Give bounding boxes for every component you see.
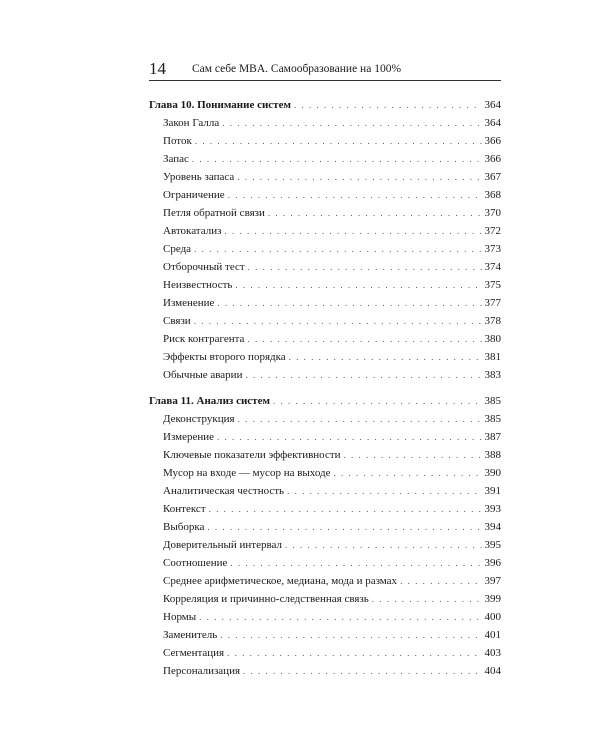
page-ref: 385 [484, 395, 501, 407]
toc-entry [163, 348, 501, 366]
dot-leader [217, 428, 481, 446]
entry-title: Риск контрагента [163, 333, 245, 345]
toc-entry [163, 554, 501, 572]
dot-leader [334, 464, 482, 482]
dot-leader [273, 392, 482, 410]
entry-title: Сегментация [163, 647, 225, 659]
entry-title: Среда [163, 243, 192, 255]
dot-leader [372, 590, 482, 608]
page-ref: 381 [484, 351, 501, 363]
dot-leader [400, 572, 481, 590]
dot-leader [285, 536, 482, 554]
toc-entry [163, 114, 501, 132]
entry-title: Деконструкция [163, 413, 235, 425]
page-ref: 385 [484, 413, 501, 425]
toc-entry [163, 294, 501, 312]
toc-entry [163, 186, 501, 204]
page-ref: 393 [484, 503, 501, 515]
entry-title: Изменение [163, 297, 215, 309]
dot-leader [220, 626, 481, 644]
toc-entry [163, 644, 501, 662]
dot-leader [294, 96, 482, 114]
toc-entry [163, 132, 501, 150]
dot-leader [289, 348, 482, 366]
dot-leader [209, 500, 482, 518]
dot-leader [217, 294, 481, 312]
chapter-title: Глава 11. Анализ систем [149, 395, 270, 407]
dot-leader [248, 258, 482, 276]
entry-title: Обычные аварии [163, 369, 243, 381]
page-ref: 366 [484, 135, 501, 147]
page-number: 14 [149, 59, 166, 78]
toc-entry [163, 240, 501, 258]
page-ref: 368 [484, 189, 501, 201]
page-ref: 401 [484, 629, 501, 641]
dot-leader [222, 114, 481, 132]
toc-entry [163, 204, 501, 222]
entry-title: Контекст [163, 503, 206, 515]
entry-title: Соотношение [163, 557, 228, 569]
toc-chapter [149, 392, 501, 410]
toc-entry [163, 222, 501, 240]
page-ref: 404 [484, 665, 501, 677]
toc-entry [163, 330, 501, 348]
page-ref: 391 [484, 485, 501, 497]
dot-leader [194, 240, 481, 258]
page-ref: 395 [484, 539, 501, 551]
toc-entry [163, 150, 501, 168]
entry-title: Среднее арифметическое, медиана, мода и размах [163, 575, 398, 587]
dot-leader [195, 132, 482, 150]
entry-title: Ключевые показатели эффективности [163, 449, 341, 461]
page-ref: 375 [484, 279, 501, 291]
toc-entry [163, 608, 501, 626]
dot-leader [243, 662, 481, 680]
toc-entry [163, 446, 501, 464]
dot-leader [199, 608, 481, 626]
page-ref: 366 [484, 153, 501, 165]
dot-leader [235, 276, 481, 294]
toc-entry [163, 482, 501, 500]
page-ref: 370 [484, 207, 501, 219]
toc-entry [163, 518, 501, 536]
entry-title: Нормы [163, 611, 197, 623]
running-title: Сам себе MBA. Самообразование на 100% [192, 63, 402, 75]
entry-title: Закон Галла [163, 117, 220, 129]
toc-entry [163, 500, 501, 518]
dot-leader [194, 312, 482, 330]
dot-leader [268, 204, 482, 222]
entry-title: Эффекты второго порядка [163, 351, 286, 363]
entry-title: Доверительный интервал [163, 539, 282, 551]
dot-leader [237, 168, 481, 186]
page-ref: 388 [484, 449, 501, 461]
dot-leader [245, 366, 481, 384]
entry-title: Корреляция и причинно-следственная связь [163, 593, 369, 605]
entry-title: Отборочный тест [163, 261, 245, 273]
dot-leader [227, 644, 481, 662]
toc-entry [163, 626, 501, 644]
toc-entry [163, 590, 501, 608]
page-ref: 380 [484, 333, 501, 345]
dot-leader [230, 554, 481, 572]
toc-entry [163, 258, 501, 276]
toc-entry [163, 366, 501, 384]
entry-title: Измерение [163, 431, 215, 443]
page-ref: 383 [484, 369, 501, 381]
entry-title: Выборка [163, 521, 205, 533]
page-ref: 394 [484, 521, 501, 533]
page-ref: 364 [484, 99, 501, 111]
toc-entry [163, 572, 501, 590]
toc-entry [163, 276, 501, 294]
page-ref: 367 [484, 171, 501, 183]
entry-title: Заменитель [163, 629, 218, 641]
entry-title: Автокатализ [163, 225, 222, 237]
dot-leader [224, 222, 481, 240]
toc-entry [163, 464, 501, 482]
page-ref: 372 [484, 225, 501, 237]
page-ref: 403 [484, 647, 501, 659]
page-ref: 373 [484, 243, 501, 255]
page-ref: 390 [484, 467, 501, 479]
toc-entry [163, 428, 501, 446]
dot-leader [228, 186, 482, 204]
page-ref: 378 [484, 315, 501, 327]
entry-title: Запас [163, 153, 189, 165]
entry-title: Петля обратной связи [163, 207, 265, 219]
toc-entry [163, 312, 501, 330]
page-ref: 374 [484, 261, 501, 273]
toc-entry [163, 168, 501, 186]
entry-title: Уровень запаса [163, 171, 235, 183]
toc-entry [163, 662, 501, 680]
entry-title: Персонализация [163, 665, 241, 677]
dot-leader [207, 518, 481, 536]
chapter-title: Глава 10. Понимание систем [149, 99, 291, 111]
entry-title: Поток [163, 135, 192, 147]
dot-leader [238, 410, 482, 428]
page-ref: 396 [484, 557, 501, 569]
toc-chapter [149, 96, 501, 114]
page-ref: 399 [484, 593, 501, 605]
entry-title: Ограничение [163, 189, 225, 201]
entry-title: Аналитическая честность [163, 485, 285, 497]
entry-title: Мусор на входе — мусор на выходе [163, 467, 331, 479]
page-ref: 387 [484, 431, 501, 443]
entry-title: Связи [163, 315, 191, 327]
dot-leader [192, 150, 482, 168]
page-ref: 377 [484, 297, 501, 309]
dot-leader [287, 482, 481, 500]
toc-entry [163, 410, 501, 428]
page-ref: 364 [484, 117, 501, 129]
table-of-contents [149, 0, 501, 750]
page-ref: 400 [484, 611, 501, 623]
page-ref: 397 [484, 575, 501, 587]
dot-leader [344, 446, 482, 464]
toc-entry [163, 536, 501, 554]
dot-leader [247, 330, 481, 348]
entry-title: Неизвестность [163, 279, 233, 291]
